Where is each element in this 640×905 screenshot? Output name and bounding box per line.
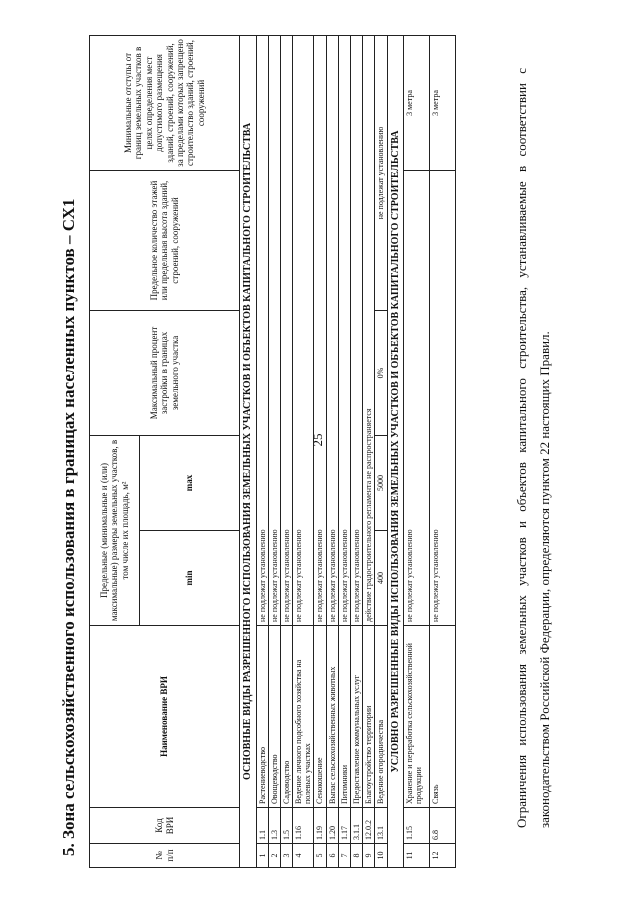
row-code: 13.1 (375, 808, 387, 844)
row-merged-value: не подлежат установлению (256, 36, 268, 626)
row-num: 8 (351, 844, 363, 868)
row-code: 1.15 (404, 808, 430, 844)
table-row (351, 36, 363, 868)
row-name: Ведение огородничества (375, 626, 387, 808)
row-merged-value: не подлежат установлению (338, 36, 350, 626)
row-code: 1.20 (326, 808, 338, 844)
row-indent: 3 метра (404, 36, 430, 171)
row-name: Связь (430, 626, 456, 808)
header-indent: Минимальные отступы от границ земельных участков в целях определения мест допустимого размещения зданий, строений, сооружений, за пределами которых запрещено строительство зданий, строений, сооружений (90, 36, 240, 171)
table-row (293, 36, 314, 868)
row-num: 4 (293, 844, 314, 868)
section-main-row (240, 36, 257, 868)
row-code: 1.3 (268, 808, 280, 844)
row-merged-value: действие градостроительного регламента не распространяется (363, 36, 375, 626)
row-num: 9 (363, 844, 375, 868)
cond-rows (404, 36, 456, 868)
row-merged-value: не подлежат установлению (268, 36, 280, 626)
regulations-table (89, 35, 456, 868)
row-merged-value: не подлежат установлению (351, 36, 363, 626)
row-name: Выпас сельскохозяйственных животных (326, 626, 338, 808)
page-number: 25 (310, 433, 325, 447)
row-num: 12 (430, 844, 456, 868)
row-num: 5 (314, 844, 326, 868)
row-indent: 3 метра (430, 36, 456, 171)
row-name: Предоставление коммунальных услуг (351, 626, 363, 808)
header-pct: Максимальный процент застройки в границах земельного участка (90, 311, 240, 436)
table-row (280, 36, 292, 868)
header-num: № п/п (90, 844, 240, 868)
row-name: Сенокошение (314, 626, 326, 808)
row-num: 11 (404, 844, 430, 868)
section-main-title: ОСНОВНЫЕ ВИДЫ РАЗРЕШЕННОГО ИСПОЛЬЗОВАНИЯ ЗЕМЕЛЬНЫХ УЧАСТКОВ И ОБЪЕКТОВ КАПИТАЛЬНОГО СТРОИТЕЛЬСТВА (240, 36, 257, 868)
row-rest: не подлежат установлению (375, 36, 387, 311)
row-code: 1.16 (293, 808, 314, 844)
row-code: 1.17 (338, 808, 350, 844)
header-floors: Предельное количество этажей или предельная высота зданий, строений, сооружений (90, 171, 240, 311)
row-num: 10 (375, 844, 387, 868)
row-name: Ведение личного подсобного хозяйства на полевых участках (293, 626, 314, 808)
row-merged-value: не подлежат установлению (280, 36, 292, 626)
table-row (314, 36, 326, 868)
row-code: 3.1.1 (351, 808, 363, 844)
row-name: Благоустройство территории (363, 626, 375, 808)
row-name: Овощеводство (268, 626, 280, 808)
rotated-document-sheet (55, 36, 585, 868)
row-code: 1.1 (256, 808, 268, 844)
row-num: 2 (268, 844, 280, 868)
header-min: min (140, 531, 240, 626)
section-cond-title: УСЛОВНО РАЗРЕШЕННЫЕ ВИДЫ ИСПОЛЬЗОВАНИЯ ЗЕМЕЛЬНЫХ УЧАСТКОВ И ОБЪЕКТОВ КАПИТАЛЬНОГО СТРОИТЕЛЬСТВА (387, 36, 404, 868)
row-name: Садоводство (280, 626, 292, 808)
row-num: 1 (256, 844, 268, 868)
row-name: Хранение и переработка сельскохозяйственной продукции (404, 626, 430, 808)
row-min: 400 (375, 531, 387, 626)
main-rows (256, 36, 375, 868)
table-row (363, 36, 375, 868)
table-row (256, 36, 268, 868)
row-code: 6.8 (430, 808, 456, 844)
row-code: 1.19 (314, 808, 326, 844)
row-max: 5000 (375, 436, 387, 531)
document-title: 5. Зона сельскохозяйственного использования в границах населенных пунктов – СХ1 (59, 198, 78, 856)
header-sizes: Предельные (минимальные и (или) максимальные) размеры земельных участков, в том числе их площадь, м² (90, 436, 140, 626)
row-num: 6 (326, 844, 338, 868)
regulations-table-container (89, 36, 456, 868)
header-code: Код ВРИ (90, 808, 240, 844)
row-merged-value: не подлежат установлению (293, 36, 314, 626)
row-merged-value: не подлежат установлению (430, 171, 456, 626)
row-name: Растениеводство (256, 626, 268, 808)
row-merged-value: не подлежат установлению (404, 171, 430, 626)
table-row-10 (375, 36, 387, 868)
table-row (326, 36, 338, 868)
table-row (430, 36, 456, 868)
section-cond-row (387, 36, 404, 868)
header-max: max (140, 436, 240, 531)
row-merged-value: не подлежат установлению (314, 36, 326, 626)
table-row (338, 36, 350, 868)
table-row (404, 36, 430, 868)
table-row (268, 36, 280, 868)
row-code: 12.0.2 (363, 808, 375, 844)
header-name: Наименование ВРИ (90, 626, 240, 808)
row-merged-value: не подлежат установлению (326, 36, 338, 626)
row-num: 3 (280, 844, 292, 868)
row-name: Питомники (338, 626, 350, 808)
row-num: 7 (338, 844, 350, 868)
row-pct: 0% (375, 311, 387, 436)
row-code: 1.5 (280, 808, 292, 844)
footnote-text: Ограничения использования земельных участков и объектов капитального строительства, устанавливаемые в соответствии с законодательством Российской Федерации, определяются пунктом 22 настоящих Правил. (514, 68, 552, 828)
